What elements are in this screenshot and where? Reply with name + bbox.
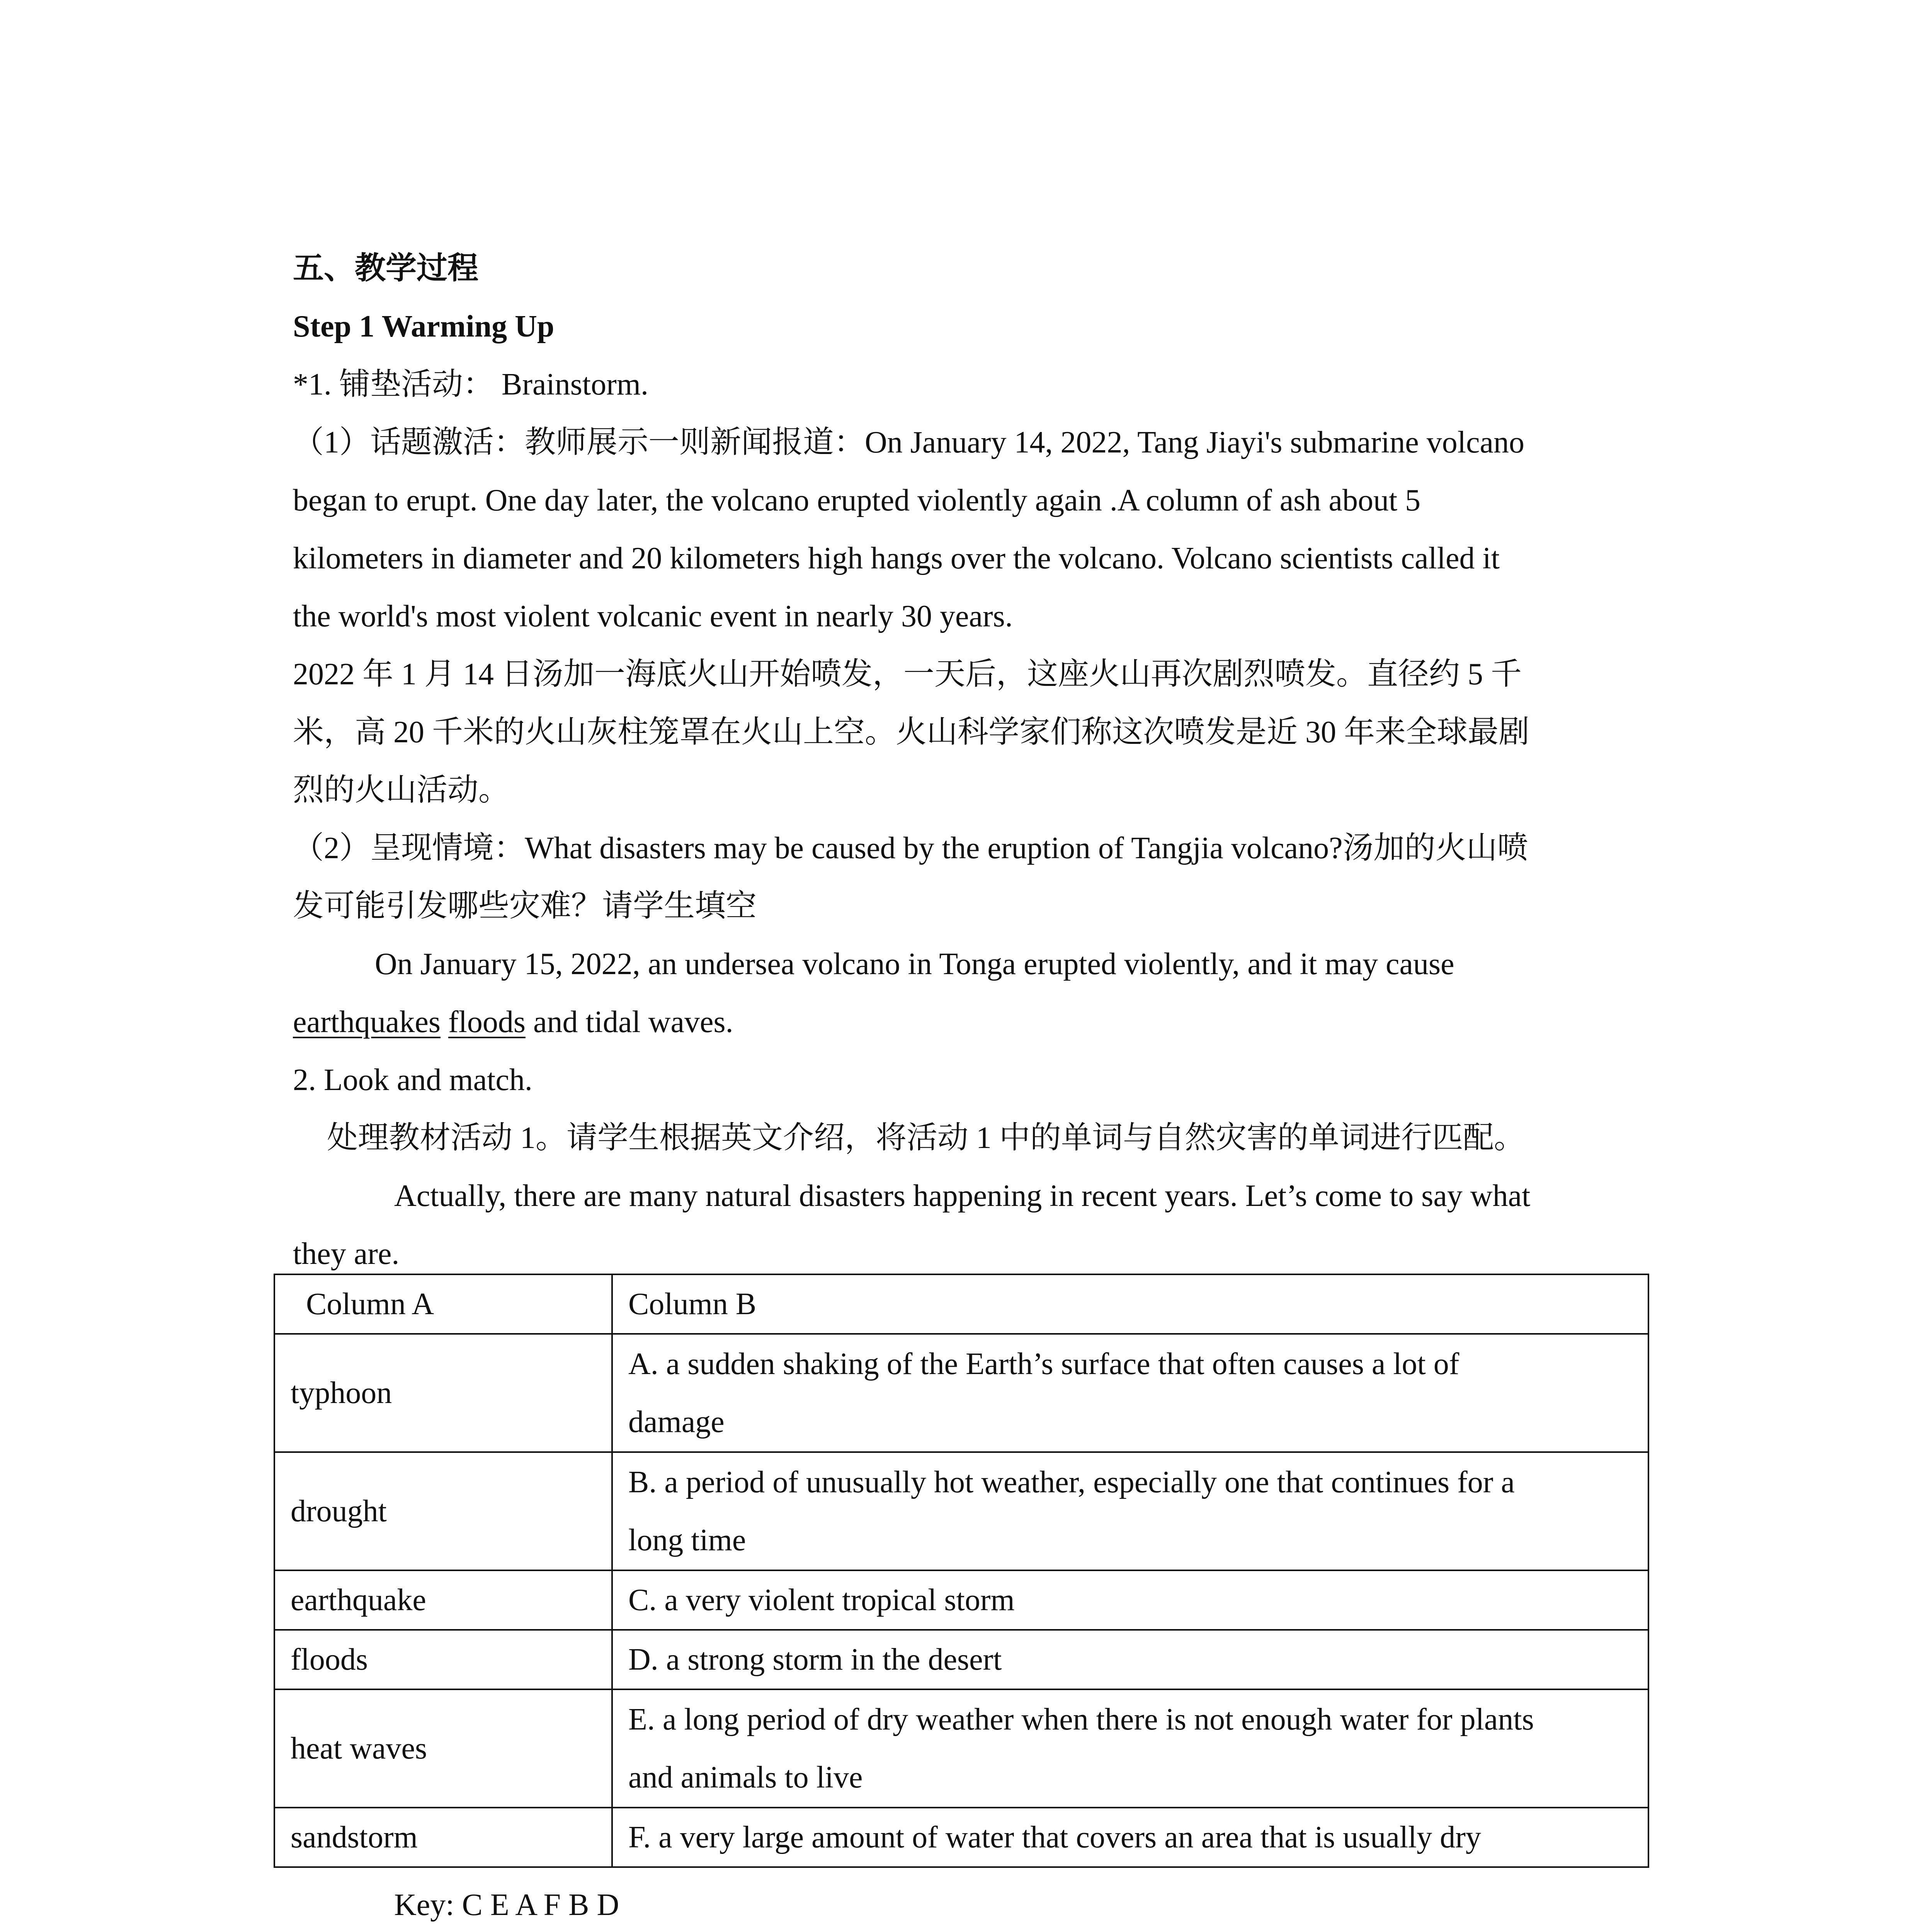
answer-earthquakes: earthquakes (293, 1005, 441, 1039)
table-cell-definition: C. a very violent tropical storm (612, 1570, 1648, 1630)
table-cell-word: typhoon (274, 1334, 612, 1452)
activity2-intro-line: they are. (293, 1237, 400, 1271)
activity2-title: 2. Look and match. (293, 1063, 532, 1097)
table-cell-word: drought (274, 1452, 612, 1570)
activity1-chinese-line: 米，高 20 千米的火山灰柱笼罩在火山上空。火山科学家们称这次喷发是近 30 年来全球最剧 (293, 715, 1529, 749)
table-cell-word: sandstorm (274, 1808, 612, 1867)
table-cell-word: earthquake (274, 1570, 612, 1630)
table-row (274, 1570, 1648, 1630)
activity2-instruction: 处理教材活动 1。请学生根据英文介绍，将活动 1 中的单词与自然灾害的单词进行匹配。 (327, 1121, 1525, 1155)
table-header-cell: Column A (274, 1274, 612, 1334)
table-cell-definition: E. a long period of dry weather when there is not enough water for plants and animals to live (612, 1689, 1648, 1808)
table-row (274, 1689, 1648, 1808)
fill-tail: and tidal waves. (526, 1005, 733, 1039)
activity1-chinese-line: 烈的火山活动。 (293, 773, 509, 807)
answer-floods: floods (448, 1005, 526, 1039)
table-header-row (274, 1274, 1648, 1334)
table-row (274, 1808, 1648, 1867)
table-cell-word: heat waves (274, 1689, 612, 1808)
step1-heading: Step 1 Warming Up (293, 310, 555, 344)
table-header-cell: Column B (612, 1274, 1648, 1334)
table-row (274, 1334, 1648, 1452)
table-cell-word: floods (274, 1630, 612, 1689)
activity2-intro-line: Actually, there are many natural disasters happening in recent years. Let’s come to say what (394, 1179, 1531, 1213)
activity1-paragraph-line: kilometers in diameter and 20 kilometers high hangs over the volcano. Volcano scientists called it (293, 541, 1500, 575)
table-cell-definition: A. a sudden shaking of the Earth’s surface that often causes a lot of damage (612, 1334, 1648, 1452)
answer-key: Key: C E A F B D (394, 1888, 619, 1922)
table-cell-definition: B. a period of unusually hot weather, especially one that continues for a long time (612, 1452, 1648, 1570)
activity1-paragraph-line: the world's most violent volcanic event in nearly 30 years. (293, 599, 1013, 633)
fill-in-sentence: On January 15, 2022, an undersea volcano in Tonga erupted violently, and it may cause (375, 947, 1454, 981)
table-cell-definition: D. a strong storm in the desert (612, 1630, 1648, 1689)
activity1-situation-line: 发可能引发哪些灾难？请学生填空 (293, 889, 757, 923)
activity1-paragraph-line: began to erupt. One day later, the volcano erupted violently again .A column of ash about 5 (293, 483, 1421, 517)
activity1-situation-line: （2）呈现情境：What disasters may be caused by the eruption of Tangjia volcano?汤加的火山喷 (293, 831, 1528, 865)
table-row (274, 1630, 1648, 1689)
table-row (274, 1452, 1648, 1570)
table-cell-definition: F. a very large amount of water that covers an area that is usually dry (612, 1808, 1648, 1867)
matching-table (274, 1274, 1649, 1868)
fill-in-answers (293, 993, 733, 1051)
section-title: 五、教学过程 (293, 252, 478, 286)
activity1-title: *1. 铺垫活动： Brainstorm. (293, 367, 648, 401)
activity1-chinese-line: 2022 年 1 月 14 日汤加一海底火山开始喷发，一天后，这座火山再次剧烈喷发。直径约 5 千 (293, 657, 1522, 691)
activity1-paragraph-line: （1）话题激活：教师展示一则新闻报道：On January 14, 2022, Tang Jiayi's submarine volcano (293, 425, 1525, 459)
